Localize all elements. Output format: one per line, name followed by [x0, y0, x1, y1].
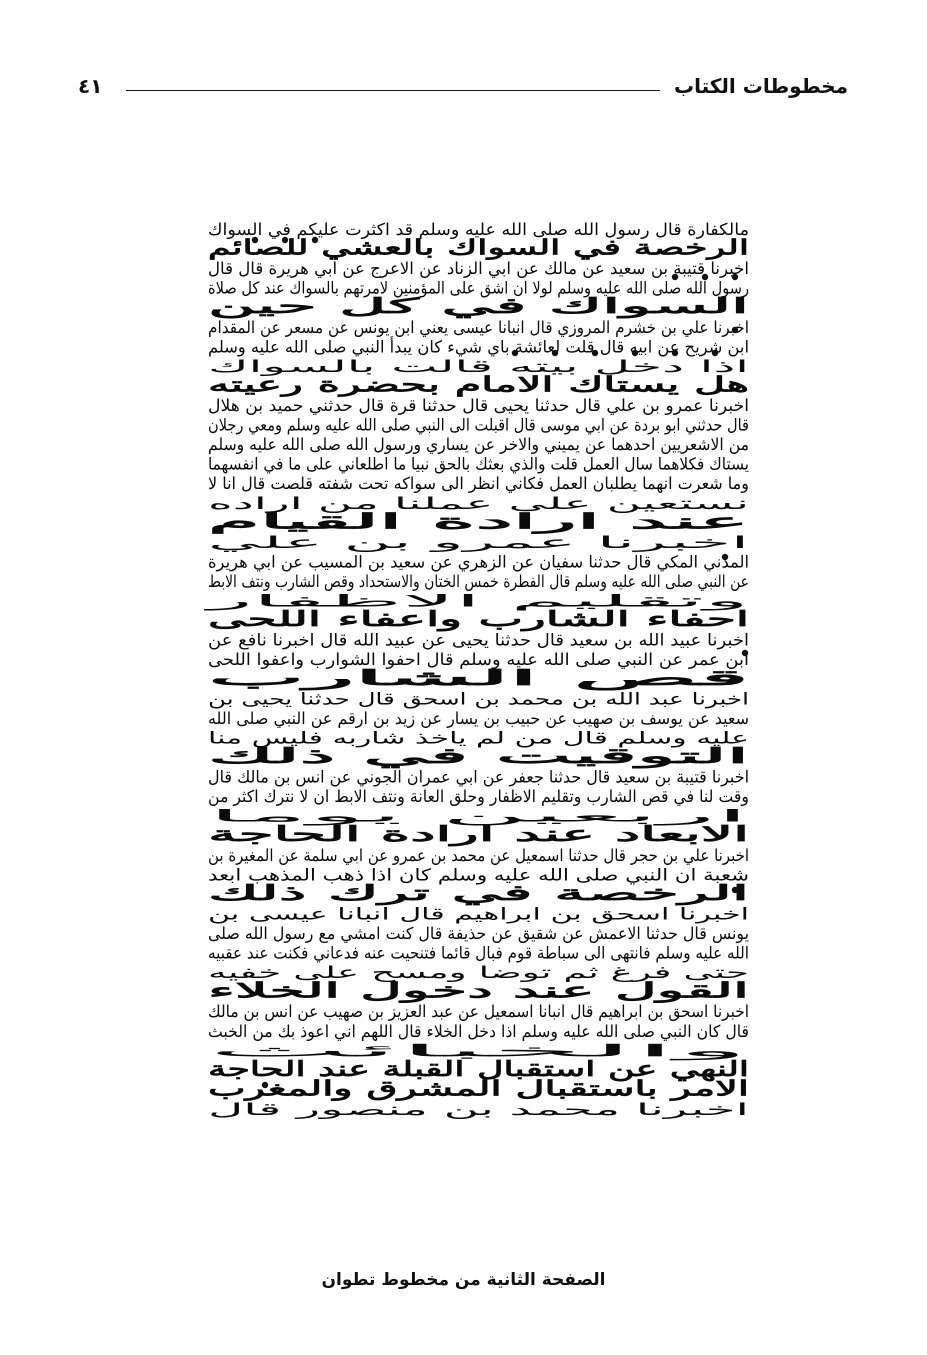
manuscript-line: اخبرنا قتيبة بن سعيد عن مالك عن ابي الزناد عن الاعرج عن ابي هريرة قال قال [208, 259, 747, 279]
manuscript-line: اربعين يوما [208, 806, 283, 826]
ornament-dot [732, 327, 738, 333]
manuscript-line: الله عليه وسلم فانتهى الى سباطة قوم فبال قائما فتنحيت عنه فدعاني فكنت عند عقبيه [208, 943, 797, 963]
manuscript-line: اخبرنا محمد بن منصور قال [208, 1100, 392, 1119]
running-header [78, 74, 848, 106]
ornament-dot [592, 350, 598, 356]
manuscript-line: مالكفارة قال رسول الله صلى الله عليه وسلم قد اكثرت عليكم في السواك [208, 220, 717, 239]
ornament-dot [312, 237, 318, 243]
manuscript-line: ابن عمر عن النبي صلى الله عليه وسلم قال احفوا الشوارب واعفوا اللحى [208, 650, 707, 670]
ornament-dot [512, 350, 518, 356]
manuscript-line: هل يستاك الامام بحضرة رعيته [208, 371, 475, 397]
ornament-dot [262, 1082, 268, 1088]
manuscript-facsimile [200, 205, 849, 1130]
manuscript-line: اخبرنا علي بن حجر قال حدثنا اسمعيل عن محمد بن عمرو عن ابي سلمة عن المغيرة بن [208, 845, 805, 865]
ornament-dot [732, 887, 738, 893]
ornament-dot [552, 350, 558, 356]
ornament-dot [632, 350, 638, 356]
manuscript-line: الابعاد عند ارادة الحاجة [208, 821, 408, 847]
manuscript-line: الرخصة في السواك بالعشي للصائم [208, 234, 519, 260]
manuscript-line: اخبرنا علي بن خشرم المروزي قال انبانا عيسى يعني ابن يونس عن مسعر عن المقدام [208, 317, 793, 337]
manuscript-line: السواك في كل حين [208, 293, 384, 319]
ornament-dot [712, 350, 718, 356]
manuscript-line: القول عند دخول الخلاء [208, 977, 406, 1003]
manuscript-line: الامر باستقبال المشرق والمغرب [208, 1075, 493, 1101]
manuscript-line: سعيد عن يوسف بن صهيب عن حبيب بن يسار عن زيد بن ارقم عن النبي صلى الله [208, 708, 768, 728]
manuscript-image [200, 205, 849, 1130]
manuscript-line: اخبرنا عبيد الله بن سعيد قال حدثنا يحيى عن عبيد الله قال اخبرنا نافع عن [208, 630, 705, 650]
manuscript-line: المدني المكي قال حدثنا سفيان عن الزهري عن سعيد بن المسيب عن ابي هريرة [208, 552, 755, 572]
manuscript-line: اخبرنا اسحق بن ابراهيم قال انبانا اسمعيل عن عبد العزيز بن صهيب عن انس بن مالك [208, 1002, 789, 1022]
manuscript-line: شعبة ان النبي صلى الله عليه وسلم كان اذا ذهب المذهب ابعد [208, 865, 629, 885]
manuscript-line: اخبرنا عمرو بن علي [208, 532, 345, 552]
page-number: ٤١ [78, 74, 103, 98]
manuscript-line: وقت لنا في قص الشارب وتقليم الاظفار وحلق العانة ونتف الابط ان لا نترك اكثر من [208, 787, 776, 807]
ornament-dot [702, 274, 708, 280]
manuscript-line: حتى فرغ ثم توضا ومسح على خفيه [208, 963, 447, 983]
manuscript-line: عن النبي صلى الله عليه وسلم قال الفطرة خمس الختان والاستحداد وقص الشارب ونتف الابط [208, 572, 849, 591]
manuscript-line: الرخصة في ترك ذلك [208, 879, 392, 905]
manuscript-line: التوقيت في ذلك [208, 743, 351, 768]
manuscript-line: عليه وسلم قال من لم ياخذ شاربه فليس منا [208, 728, 507, 748]
manuscript-line: رسول الله صلى الله عليه وسلم لولا ان اشق على المؤمنين لامرتهم بالسواك عند كل صلاة [208, 278, 821, 298]
figure-caption: الصفحة الثانية من مخطوط تطوان [321, 1270, 606, 1290]
ornament-dot [282, 237, 288, 243]
manuscript-line: اخبرنا عمرو بن علي قال حدثنا يحيى قال حدثنا قرة قال حدثني حميد بن هلال [208, 396, 728, 415]
manuscript-line: وتقليم الاظفار [208, 591, 305, 611]
manuscript-line: قص الشارب [208, 664, 319, 690]
manuscript-line: النهي عن استقبال القبلة عند الحاجة [208, 1055, 521, 1081]
manuscript-line: قال حدثني ابو بردة عن ابي موسى قال اقبلت الى النبي صلى الله عليه وسلم ومعي رجلان [208, 415, 821, 435]
manuscript-line: يونس قال حدثنا الاعمش عن شقيق عن حذيفة قال كنت امشي مع رسول الله صلى [208, 924, 773, 943]
ornament-dot [252, 237, 258, 243]
manuscript-line: عند ارادة القيام [208, 508, 344, 534]
manuscript-line: ابن شريح عن ابيه قال قلت لعائشة باي شيء كان يبدأ النبي صلى الله عليه وسلم [208, 337, 757, 357]
running-title: مخطوطات الكتاب [674, 74, 848, 98]
ornament-dot [732, 274, 738, 280]
manuscript-line: اخبرنا عبد الله بن محمد بن اسحق قال حدثنا يحيى بن [208, 689, 571, 709]
ornament-dot [672, 350, 678, 356]
manuscript-line: احفاء الشارب واعفاء اللحى [208, 606, 449, 632]
manuscript-line: نستعين على عملنا من اراده [208, 493, 398, 513]
manuscript-line: يستاك فكلاهما سال العمل قلت والذي بعثك بالحق نبيا ما اطلعاني على ما في انفسهما [208, 454, 792, 474]
ornament-dot [742, 650, 748, 656]
manuscript-line: والخبائث [208, 1041, 268, 1061]
header-rule [126, 90, 660, 91]
manuscript-line: قال كان النبي صلى الله عليه وسلم اذا دخل الخلاء قال اللهم اني اعوذ بك من الخبث [208, 1021, 778, 1041]
manuscript-line: من الاشعريين احدهما عن يميني والاخر عن يساري ورسول الله صلى الله عليه وسلم [208, 435, 780, 455]
manuscript-line: اخبرنا اسحق بن ابراهيم قال انبانا عيسى بن [208, 904, 505, 924]
ornament-dot [722, 554, 728, 560]
manuscript-line: اذا دخل بيته قالت بالسواك [208, 356, 390, 376]
manuscript-line: وما شعرت انهما يطلبان العمل فكاني انظر الى سواكه تحت شفته قلصت قال انا لا [208, 474, 766, 494]
manuscript-line: اخبرنا قتيبة بن سعيد قال حدثنا جعفر عن ابي عمران الجوني عن انس بن مالك قال [208, 767, 769, 787]
ornament-dot [672, 274, 678, 280]
